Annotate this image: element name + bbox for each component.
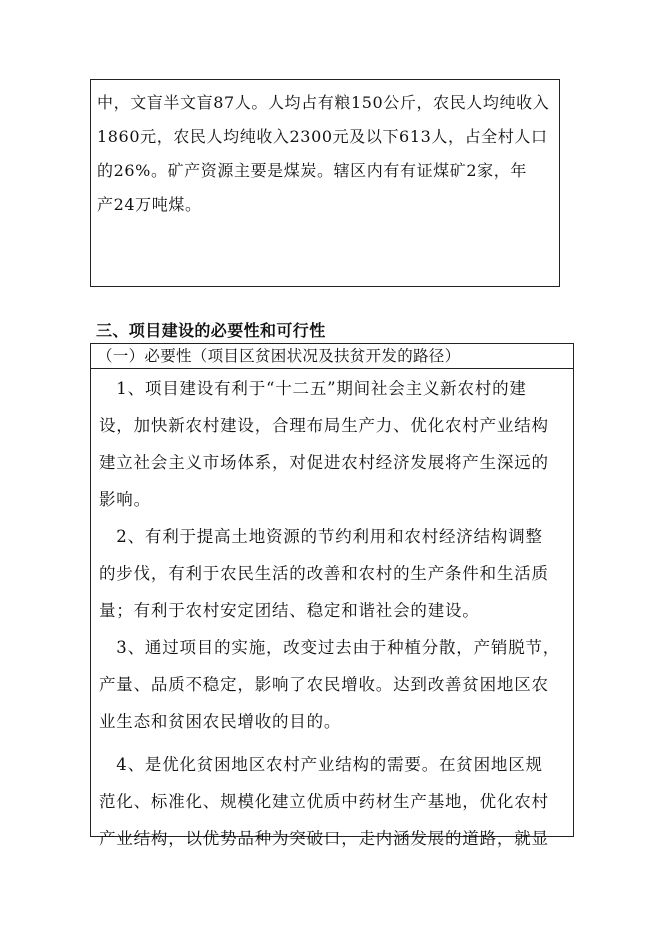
text-line: 的26%。矿产资源主要是煤炭。辖区内有有证煤矿2家，年 bbox=[97, 161, 527, 180]
section-title: 三、项目建设的必要性和可行性 bbox=[96, 321, 326, 340]
text-line: 1860元，农民人均纯收入2300元及以下613人，占全村人口 bbox=[97, 127, 548, 146]
text-line: 中，文盲半文盲87人。人均占有粮150公斤，农民人均纯收入 bbox=[97, 93, 550, 112]
text-line: 范化、标准化、规模化建立优质中药材生产基地，优化农村 bbox=[99, 792, 549, 811]
text-line: 1、项目建设有利于“十二五”期间社会主义新农村的建 bbox=[99, 379, 527, 398]
text-line: 建立社会主义市场体系，对促进农村经济发展将产生深远的 bbox=[99, 453, 549, 472]
paragraph-3 bbox=[99, 629, 569, 740]
village-profile-paragraph bbox=[97, 86, 555, 222]
previous-section-box bbox=[90, 79, 560, 287]
text-line: 4、是优化贫困地区农村产业结构的需要。在贫困地区规 bbox=[99, 755, 543, 774]
necessity-box bbox=[90, 343, 574, 848]
text-line: 产量、品质不稳定，影响了农民增收。达到改善贫困地区农 bbox=[99, 675, 549, 694]
paragraph-1 bbox=[99, 370, 569, 518]
paragraph-2 bbox=[99, 518, 569, 629]
text-line: 设，加快新农村建设，合理布局生产力、优化农村产业结构 bbox=[99, 416, 549, 435]
paragraph-4 bbox=[99, 746, 569, 857]
text-line: 2、有利于提高土地资源的节约利用和农村经济结构调整 bbox=[99, 527, 543, 546]
text-line: 业生态和贫困农民增收的目的。 bbox=[99, 712, 342, 731]
text-line: 产24万吨煤。 bbox=[97, 195, 202, 214]
text-line: 的步伐，有利于农民生活的改善和农村的生产条件和生活质 bbox=[99, 564, 549, 583]
text-line: 产业结构，以优势品种为突破口，走内涵发展的道路，就显 bbox=[99, 829, 549, 848]
text-line: 影响。 bbox=[99, 490, 151, 509]
text-line: 3、通过项目的实施，改变过去由于种植分散，产销脱节， bbox=[99, 638, 561, 657]
text-line: 量；有利于农村安定团结、稳定和谐社会的建设。 bbox=[99, 601, 480, 620]
necessity-body bbox=[99, 370, 569, 857]
subsection-header: （一）必要性（项目区贫困状况及扶贫开发的路径） bbox=[91, 344, 573, 369]
